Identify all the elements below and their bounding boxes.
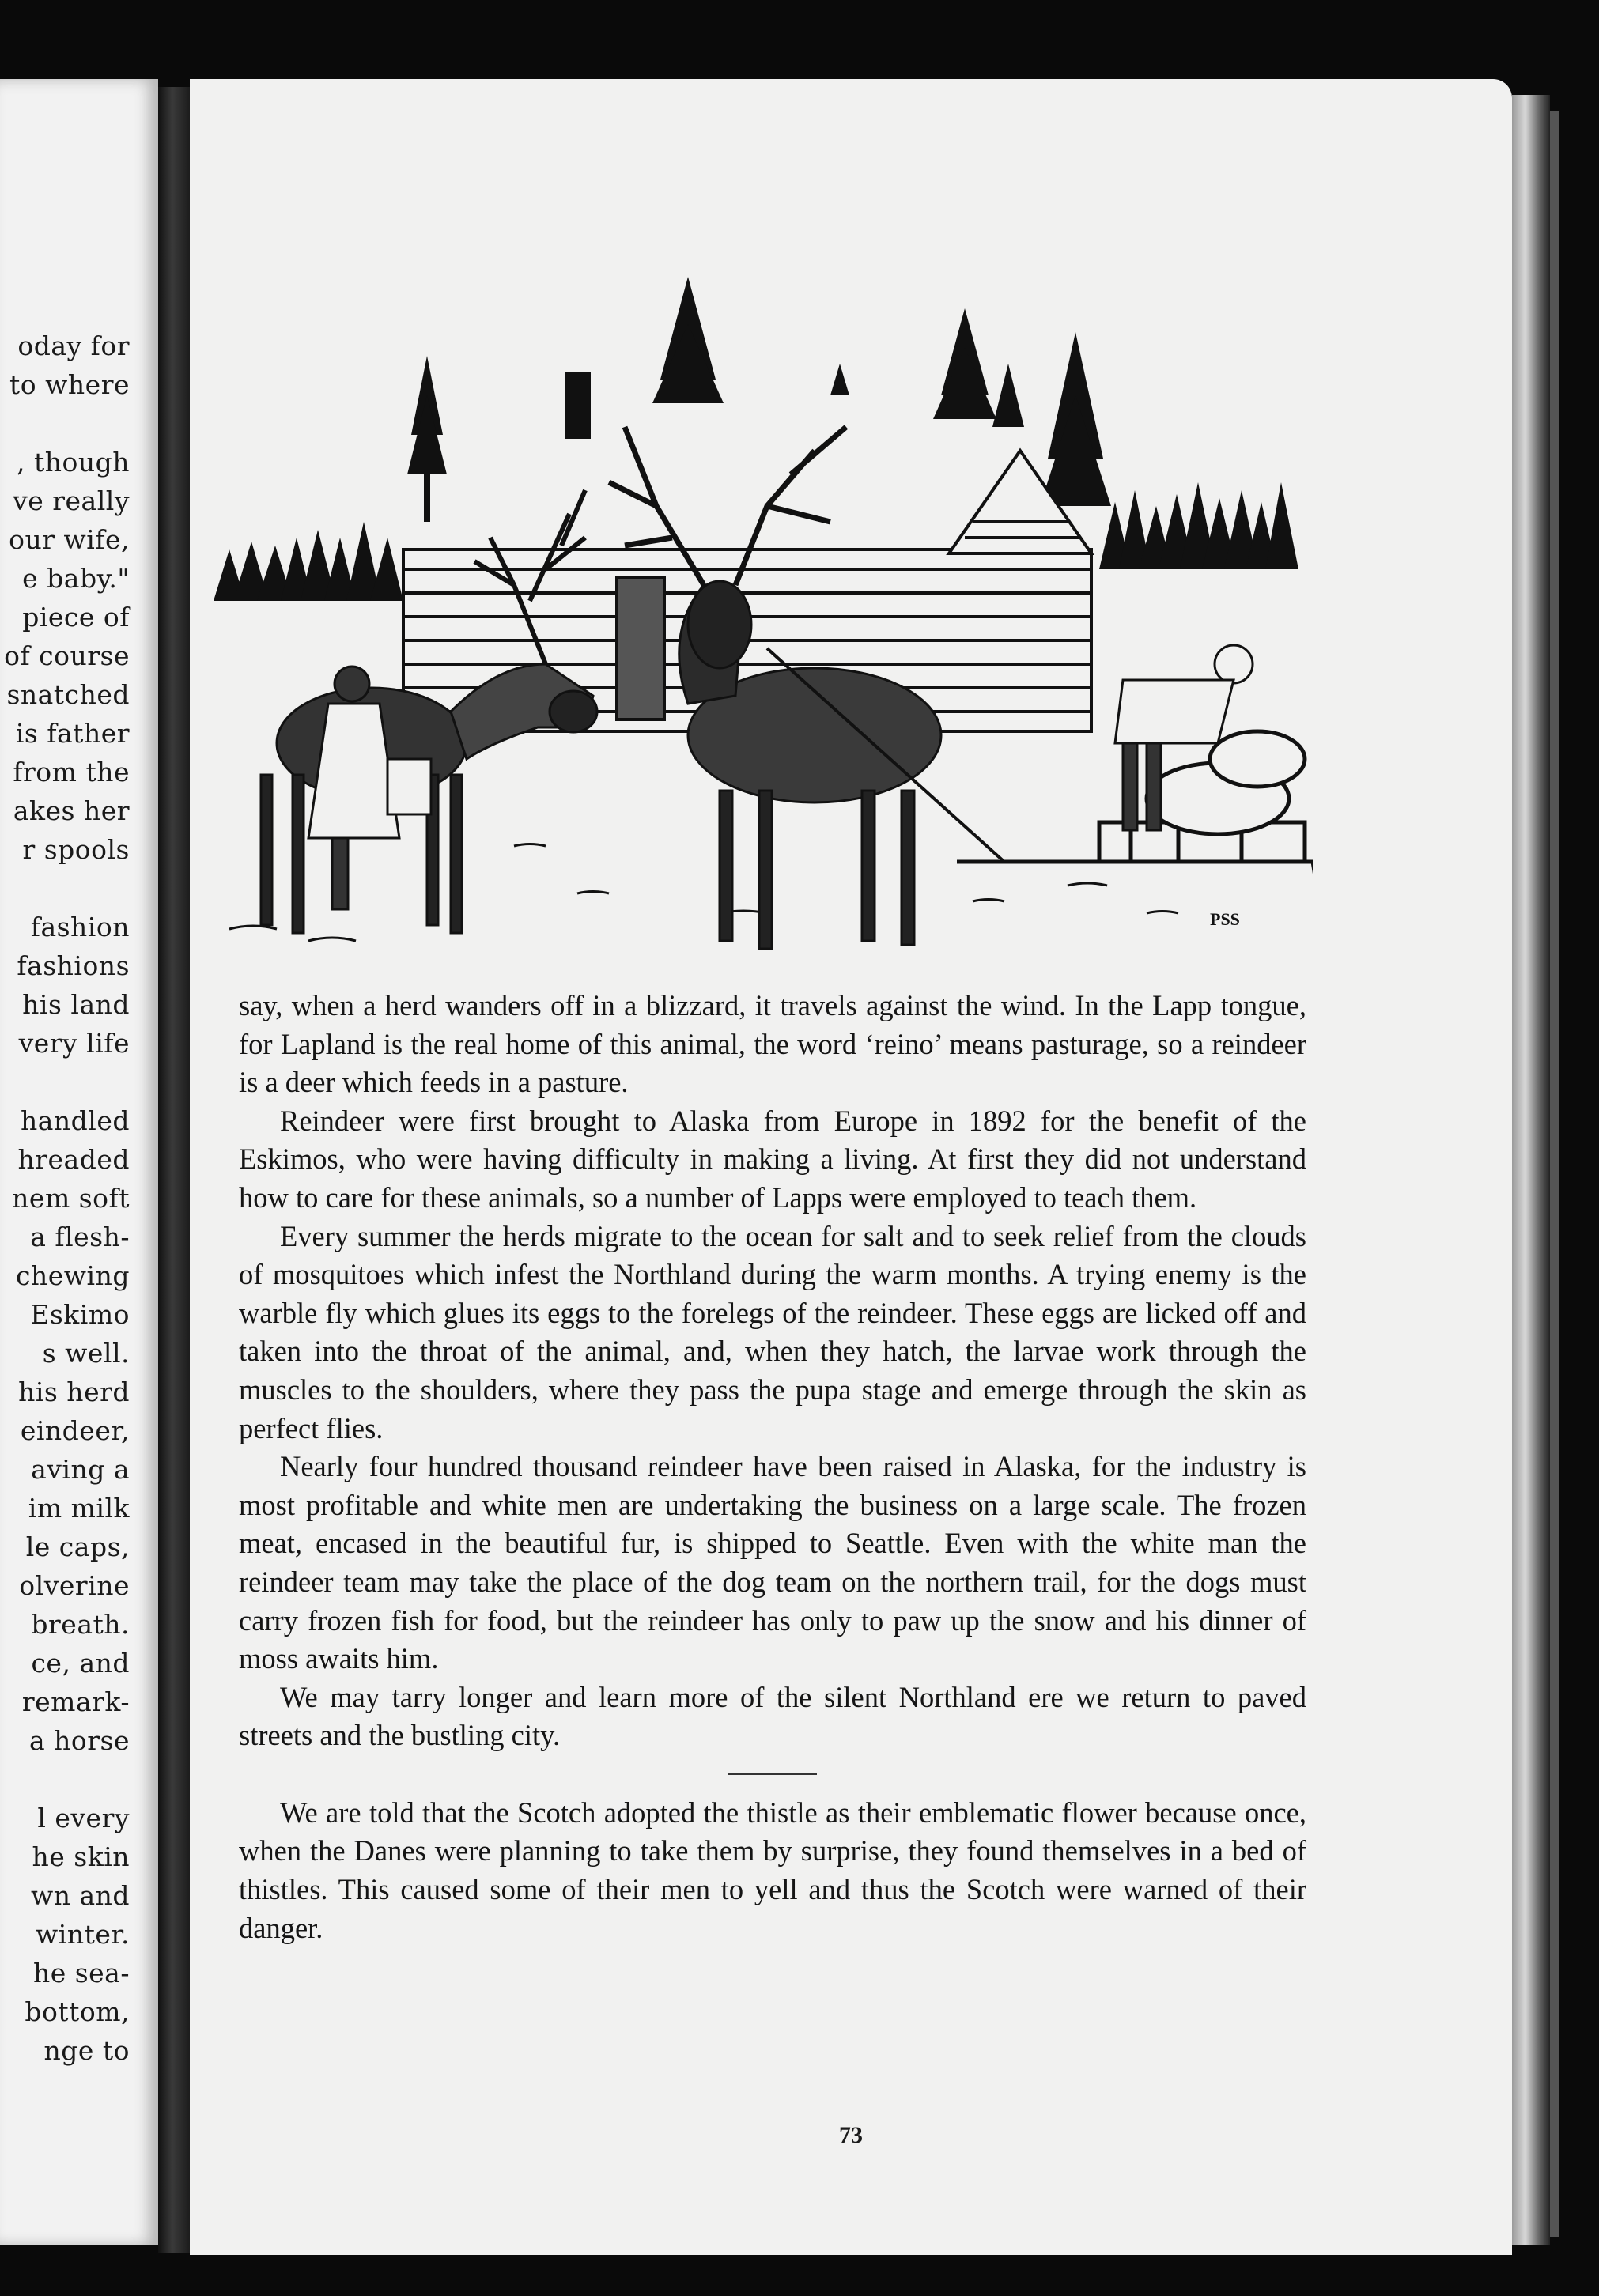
article-text <box>239 987 1306 1947</box>
paragraph-2: Reindeer were first brought to Alaska from Europe in 1892 for the benefit of the Eskimos, who were having difficulty in making a living. At first they did not understand how to care for these animals, so a number of Lapps were employed to teach them. <box>239 1104 1306 1214</box>
facing-page-line: snatched <box>6 679 130 710</box>
paragraph-5: We may tarry longer and learn more of the silent Northland ere we return to paved streets and the bustling city. <box>239 1680 1306 1752</box>
facing-page-line: nem soft <box>12 1183 130 1214</box>
facing-page-line: s well. <box>42 1338 130 1369</box>
facing-page-line: hreaded <box>17 1144 130 1175</box>
facing-page-line: nge to <box>43 2035 130 2066</box>
facing-page-line: winter. <box>36 1919 130 1950</box>
filler-paragraph: We are told that the Scotch adopted the thistle as their emblematic flower because once, when the Danes were planning to take them by surprise, they found themselves in a bed of thistles. This caused some of their men to yell and thus the Scotch were warned of their danger. <box>239 1796 1306 1944</box>
facing-page-line: Eskimo <box>30 1299 130 1330</box>
section-divider <box>728 1773 817 1775</box>
facing-page-line: im milk <box>28 1493 130 1524</box>
facing-page-line: his land <box>22 989 130 1020</box>
facing-page-line: olverine <box>19 1570 130 1601</box>
facing-page-line: le caps, <box>25 1531 130 1562</box>
facing-page-line: l every <box>37 1803 130 1833</box>
facing-page-line: remark- <box>21 1686 130 1717</box>
facing-page-line: ce, and <box>31 1648 130 1679</box>
paragraph-3: Every summer the herds migrate to the ocean for salt and to seek relief from the clouds of mosquitoes which infest the Northland during the warm months. A trying enemy is the warble fly which glues its eggs to the forelegs of the reindeer. These eggs are licked off and taken into the throat of the animal, and, when they hatch, the larvae work through the muscles to the shoulders, where they pass the pupa stage and emerge through the skin as perfect flies. <box>239 1219 1306 1444</box>
facing-page-line: bottom, <box>25 1996 130 2027</box>
facing-page-line: his herd <box>18 1376 130 1407</box>
book-gutter <box>158 87 190 2253</box>
chimney <box>565 372 591 439</box>
facing-page <box>0 79 158 2245</box>
facing-page-line: oday for <box>17 330 130 361</box>
facing-page-line: ve really <box>13 485 130 516</box>
ground-marks <box>229 844 1178 942</box>
facing-page-line: breath. <box>31 1609 130 1640</box>
paragraph-4: Nearly four hundred thousand reindeer have been raised in Alaska, for the industry is most profitable and white men are undertaking the business on a large scale. The frozen meat, encased in the beautiful fur, is shipped to Seattle. Even with the white man the reindeer team may take the place of the dog team on the northern trail, for the dogs must carry frozen fish for food, but the reindeer has only to paw up the snow and his dinner of moss awaits him. <box>239 1450 1306 1675</box>
page-number: 73 <box>839 2122 863 2148</box>
facing-page-line: e baby." <box>22 563 130 594</box>
facing-page-line: , though <box>17 447 130 478</box>
page-edge <box>1512 95 1550 2245</box>
facing-page-line: he sea- <box>32 1958 130 1988</box>
paragraph-1: say, when a herd wanders off in a blizzard, it travels against the wind. In the Lapp tongue, for Lapland is the real home of this animal, the word ‘reino’ means pasturage, so a reindeer is a deer which feeds in a pasture. <box>239 989 1306 1099</box>
facing-page-line: to where <box>9 369 130 400</box>
facing-page-line: a horse <box>28 1725 130 1756</box>
facing-page-line: akes her <box>13 795 130 826</box>
facing-page-line: eindeer, <box>20 1415 130 1446</box>
artist-initials: PSS <box>1210 909 1240 929</box>
treeline-right <box>1099 482 1298 569</box>
facing-page-line: he skin <box>32 1841 130 1872</box>
facing-page-line: very life <box>18 1028 130 1059</box>
facing-page-line: chewing <box>16 1260 130 1291</box>
reindeer-illustration <box>214 190 1313 972</box>
treeline-left <box>214 522 403 601</box>
facing-page-line: is father <box>15 718 130 749</box>
facing-page-line: a flesh- <box>30 1222 130 1252</box>
facing-page-line: r spools <box>22 834 130 865</box>
book-page <box>190 79 1512 2255</box>
facing-page-line: fashions <box>17 950 130 981</box>
facing-page-line: fashion <box>30 912 130 942</box>
facing-page-line: from the <box>13 757 130 787</box>
facing-page-line: handled <box>20 1105 130 1136</box>
facing-page-line: wn and <box>30 1880 130 1911</box>
facing-page-line: aving a <box>31 1454 130 1485</box>
facing-page-line: piece of <box>22 602 130 633</box>
facing-page-line: our wife, <box>9 524 130 555</box>
page-edge-shadow <box>1550 111 1559 2237</box>
facing-page-line: of course <box>4 640 130 671</box>
